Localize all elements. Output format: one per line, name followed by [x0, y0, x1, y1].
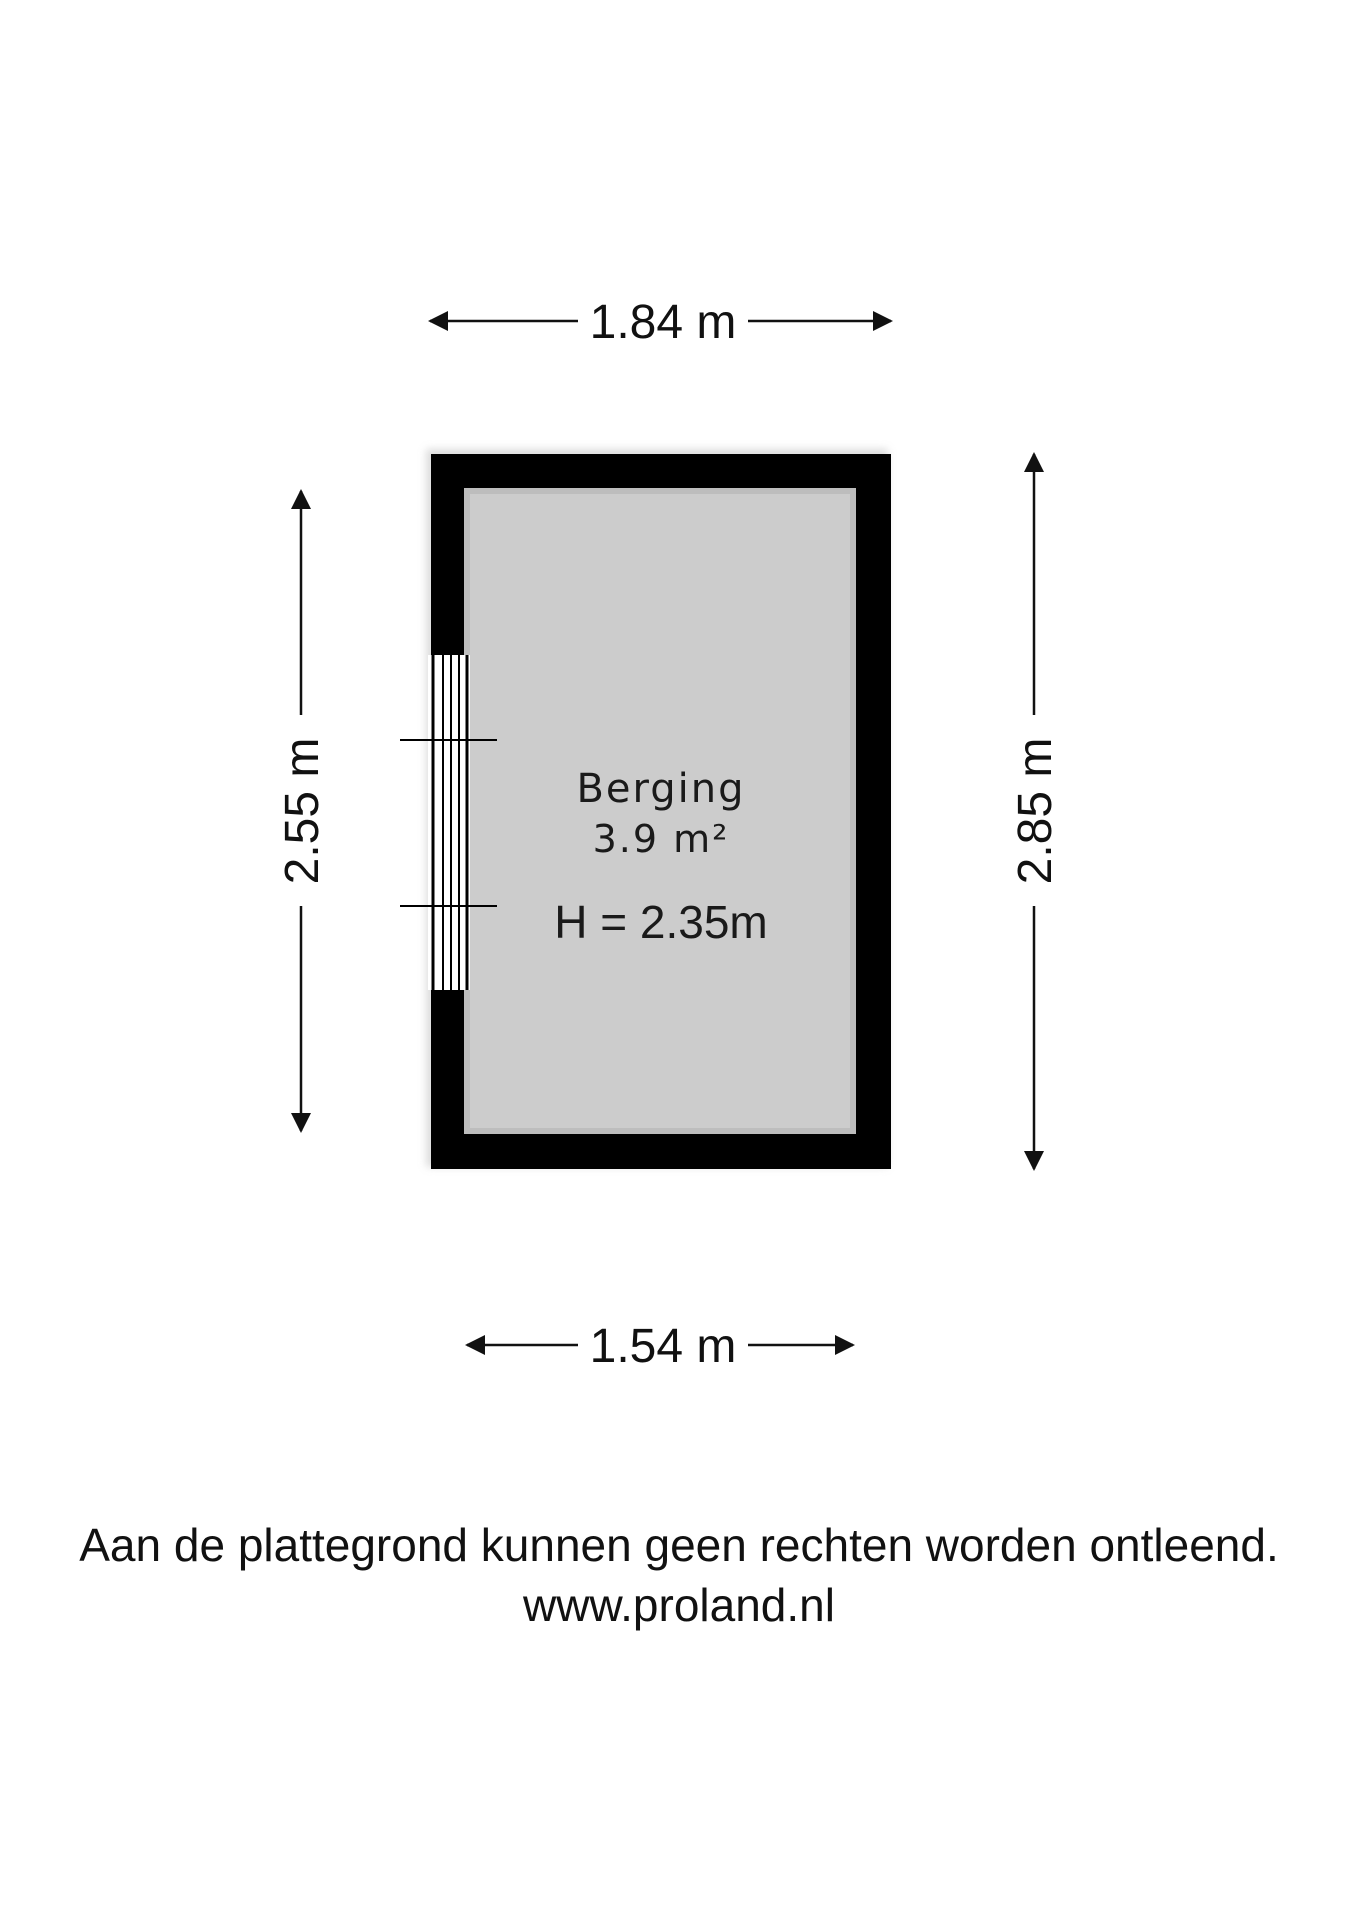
dimension-bottom: [467, 1320, 853, 1373]
room-name: Berging: [576, 766, 746, 812]
dimension-right: [1009, 454, 1062, 1169]
dimension-top-label: 1.84 m: [589, 296, 737, 349]
dimension-bottom-label: 1.54 m: [589, 1320, 737, 1373]
room-height: H = 2.35m: [554, 896, 768, 948]
website-url: www.proland.nl: [523, 1579, 835, 1631]
dimension-top: [430, 296, 891, 349]
dimension-left-label: 2.55 m: [276, 737, 329, 885]
dimension-left: [276, 491, 329, 1131]
disclaimer-text: Aan de plattegrond kunnen geen rechten worden ontleend.: [79, 1519, 1279, 1571]
dimension-right-label: 2.85 m: [1009, 737, 1062, 885]
room-area: 3.9 m²: [592, 817, 730, 861]
